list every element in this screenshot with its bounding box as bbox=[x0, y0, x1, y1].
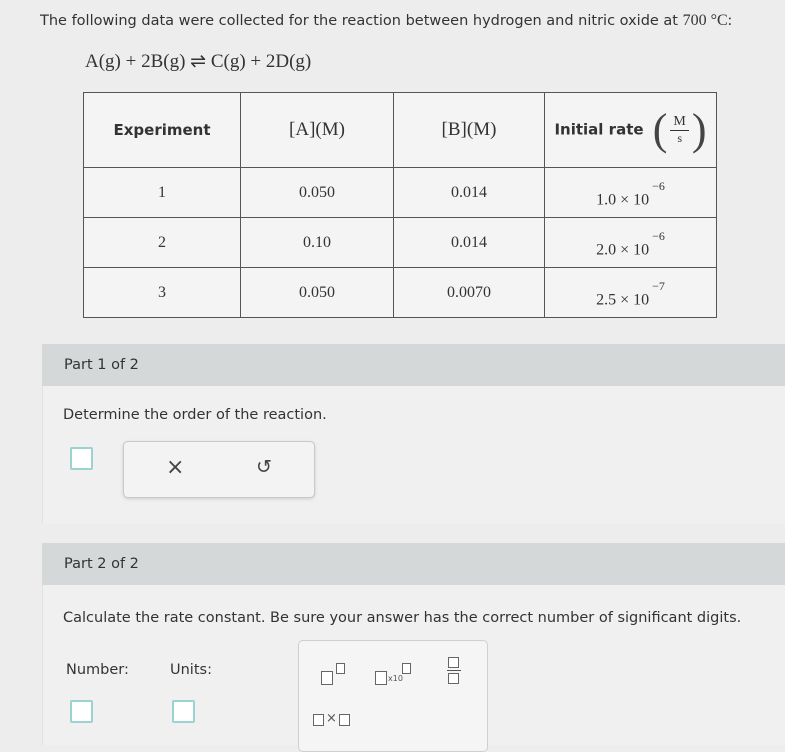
cell-exp: 1 bbox=[84, 168, 241, 218]
rate-exponent: −7 bbox=[652, 279, 665, 294]
multiply-glyph: × bbox=[326, 711, 337, 726]
answer-tool-panel bbox=[123, 441, 315, 498]
header-experiment: Experiment bbox=[84, 93, 241, 168]
part1-question: Determine the order of the reaction. bbox=[63, 407, 327, 423]
table-row bbox=[84, 168, 717, 218]
cell-b: 0.014 bbox=[394, 168, 545, 218]
intro-temperature: 700 °C: bbox=[682, 12, 733, 29]
left-paren: ( bbox=[652, 105, 668, 154]
cell-exp: 3 bbox=[84, 268, 241, 318]
rate-exponent: −6 bbox=[652, 229, 665, 244]
rate-mantissa: 1.0 × 10 bbox=[596, 191, 650, 209]
superscript-icon[interactable] bbox=[321, 663, 351, 687]
rate-unit bbox=[652, 105, 707, 154]
units-label: Units: bbox=[170, 662, 212, 678]
table-row bbox=[84, 268, 717, 318]
table-header-row bbox=[84, 93, 717, 168]
multiply-icon[interactable] bbox=[313, 711, 355, 729]
rate-exponent: −6 bbox=[652, 179, 665, 194]
cell-rate bbox=[545, 168, 717, 218]
cell-b: 0.014 bbox=[394, 218, 545, 268]
data-table bbox=[83, 92, 717, 318]
intro-text bbox=[40, 12, 732, 30]
reaction-equation: A(g) + 2B(g) ⇌ C(g) + 2D(g) bbox=[85, 51, 312, 72]
times-ten-icon[interactable] bbox=[375, 661, 415, 687]
cell-rate bbox=[545, 268, 717, 318]
table-row bbox=[84, 218, 717, 268]
clear-button[interactable]: × bbox=[166, 455, 185, 480]
number-input[interactable] bbox=[70, 700, 93, 723]
math-palette bbox=[298, 640, 488, 752]
rate-mantissa: 2.0 × 10 bbox=[596, 241, 650, 259]
cell-a: 0.050 bbox=[241, 168, 394, 218]
header-rate-label: Initial rate bbox=[554, 120, 644, 139]
units-input[interactable] bbox=[172, 700, 195, 723]
header-conc-b: [B](M) bbox=[394, 93, 545, 168]
rate-unit-fraction bbox=[670, 114, 688, 146]
rate-unit-num: M bbox=[670, 114, 688, 131]
part1-header: Part 1 of 2 bbox=[42, 344, 785, 386]
header-conc-a: [A](M) bbox=[241, 93, 394, 168]
rate-unit-den: s bbox=[677, 131, 682, 145]
cell-rate bbox=[545, 218, 717, 268]
number-label: Number: bbox=[66, 662, 129, 678]
cell-a: 0.050 bbox=[241, 268, 394, 318]
cell-b: 0.0070 bbox=[394, 268, 545, 318]
cell-a: 0.10 bbox=[241, 218, 394, 268]
intro-sentence: The following data were collected for the reaction between hydrogen and nitric oxide at bbox=[40, 13, 678, 29]
x10-text: x10 bbox=[388, 674, 403, 683]
reset-button[interactable]: ↺ bbox=[256, 456, 272, 478]
rate-mantissa: 2.5 × 10 bbox=[596, 291, 650, 309]
cell-exp: 2 bbox=[84, 218, 241, 268]
part2-header: Part 2 of 2 bbox=[42, 543, 785, 585]
right-paren: ) bbox=[691, 105, 707, 154]
header-initial-rate bbox=[545, 93, 717, 168]
order-answer-input[interactable] bbox=[70, 447, 93, 470]
part2-question: Calculate the rate constant. Be sure your answer has the correct number of significant digits. bbox=[63, 610, 742, 626]
fraction-icon[interactable] bbox=[447, 657, 461, 687]
